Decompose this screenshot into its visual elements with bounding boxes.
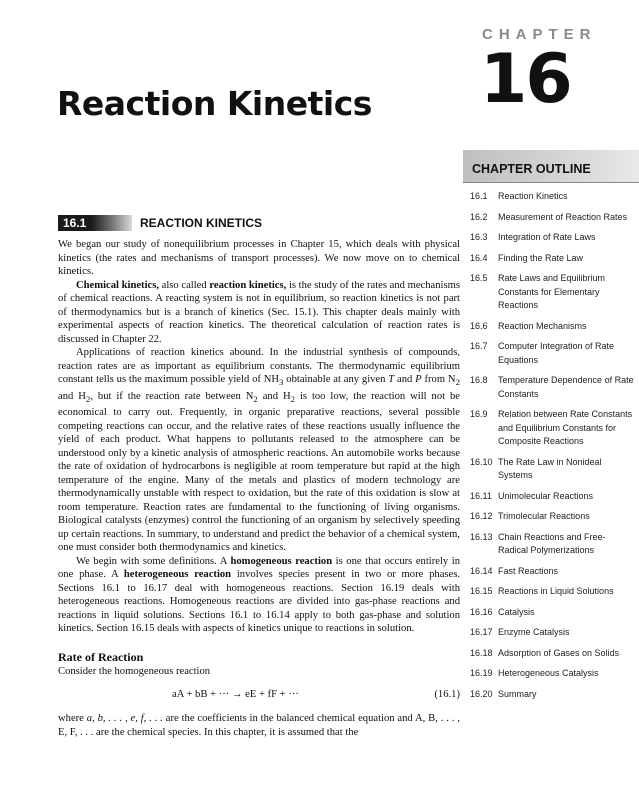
outline-item	[470, 531, 635, 558]
chapter-outline-list	[470, 190, 635, 708]
paragraph-intro: We began our study of nonequilibrium processes in Chapter 15, which deals with physical kinetics (the rates and mechanisms of transport processes). We now move on to chemical kinetics.	[58, 239, 460, 277]
equation-16-1	[58, 687, 460, 702]
outline-item-title: Unimolecular Reactions	[498, 490, 594, 501]
outline-item-title: Chain Reactions and Free-Radical Polymerizations	[498, 531, 606, 555]
outline-item	[470, 408, 635, 449]
equation-body: aA + bB + ··· → eE + fF + ···	[172, 689, 299, 701]
outline-item	[470, 252, 635, 266]
outline-item-number: 16.5	[470, 273, 488, 283]
outline-item-title: Reaction Kinetics	[498, 191, 568, 201]
outline-item-title: Reactions in Liquid Solutions	[498, 586, 614, 596]
section-title: REACTION KINETICS	[140, 216, 263, 230]
outline-item-title: Heterogeneous Catalysis	[498, 668, 599, 678]
outline-item-title: Rate Laws and Equilibrium Constants for Elementary Reactions	[498, 273, 606, 310]
paragraph-definitions: We begin with some definitions. A homogeneous reaction is one that occurs entirely in one phase. A heterogeneous reaction involves species present in two or more phases. Sections 16.1 to 16.17 deal with homogeneous reactions. Section 16.19 deals with heterogeneous reactions. Homogeneous reactions are divided into gas-phase reactions and reactions in liquid solutions. Sections 16.1 to 16.14 apply to both gas-phase and solution kinetics. Section 16.15 deals with aspects of kinetics unique to reactions in solution.	[58, 555, 460, 635]
outline-item	[470, 688, 635, 702]
chapter-label: CHAPTER	[482, 26, 597, 43]
outline-item	[470, 190, 635, 204]
outline-item	[470, 585, 635, 599]
outline-item-title: Summary	[498, 688, 537, 699]
outline-title: CHAPTER OUTLINE	[472, 162, 591, 176]
outline-item	[470, 374, 635, 401]
equation-number: (16.1)	[434, 689, 460, 701]
outline-item	[470, 231, 635, 245]
outline-item-number: 16.16	[470, 606, 493, 617]
body-text	[58, 238, 460, 739]
outline-item-number: 16.19	[470, 668, 493, 678]
outline-item	[470, 320, 635, 334]
term-homogeneous-reaction: homogeneous reaction	[230, 555, 333, 567]
outline-item-title: Fast Reactions	[498, 565, 559, 576]
outline-item-title: Measurement of Reaction Rates	[498, 211, 628, 222]
outline-item-number: 16.14	[470, 565, 493, 576]
chapter-number: 16	[480, 40, 571, 119]
term-heterogeneous-reaction: heterogeneous reaction	[123, 569, 232, 581]
outline-item-number: 16.6	[470, 320, 488, 331]
subheading-rate-of-reaction: Rate of Reaction	[58, 649, 144, 664]
outline-item	[470, 340, 635, 367]
paragraph-coefficients: where a, b, . . . , e, f, . . . are the coefficients in the balanced chemical equation and A, B, . . . , E, F, . . . are the chemical species. In this chapter, it is assumed that the	[58, 713, 461, 738]
outline-item-title: Adsorption of Gases on Solids	[498, 647, 620, 658]
chapter-title: Reaction Kinetics	[57, 84, 372, 123]
term-chemical-kinetics: Chemical kinetics,	[76, 279, 159, 291]
outline-item-number: 16.17	[470, 627, 493, 637]
outline-item-title: Relation between Rate Constants and Equilibrium Constants for Composite Reactions	[498, 409, 633, 446]
outline-item-title: Catalysis	[498, 606, 535, 617]
outline-item-number: 16.11	[470, 490, 492, 501]
outline-item-title: The Rate Law in Nonideal Systems	[498, 456, 602, 480]
outline-item-number: 16.2	[470, 211, 488, 222]
outline-item-title: Enzyme Catalysis	[498, 627, 570, 637]
outline-item	[470, 667, 635, 681]
outline-item-number: 16.4	[470, 252, 488, 263]
outline-item-title: Reaction Mechanisms	[498, 320, 587, 331]
outline-item	[470, 606, 635, 620]
outline-item	[470, 565, 635, 579]
outline-item-number: 16.15	[470, 586, 493, 596]
outline-item-title: Trimolecular Reactions	[498, 511, 590, 521]
outline-item-number: 16.9	[470, 409, 488, 419]
outline-item	[470, 272, 635, 313]
outline-item-title: Computer Integration of Rate Equations	[498, 341, 615, 365]
outline-item-number: 16.1	[470, 191, 488, 201]
outline-item-title: Integration of Rate Laws	[498, 232, 596, 242]
outline-item	[470, 647, 635, 661]
paragraph-chemical-kinetics: Chemical kinetics, also called reaction kinetics, is the study of the rates and mechanisms of chemical reactions. A reacting system is not in equilibrium, so reaction kinetics is not part of thermodynamics but is a branch of kinetics (Sec. 15.1). This chapter deals mainly with experimental aspects of reaction kinetics. The theoretical calculation of reaction rates is discussed in Chapter 22.	[58, 279, 460, 345]
outline-item-number: 16.3	[470, 232, 488, 242]
outline-item	[470, 456, 635, 483]
paragraph-applications: Applications of reaction kinetics abound. In the industrial synthesis of compounds, reaction rates are as important as equilibrium constants. The thermodynamic equilibrium constant tells us the maximum possible yield of $NH_3$ obtainable at any given T and P from $N_2$ and $H_2$, but if the reaction rate between $N_2$ and $H_2$ is too low, the reaction will not be economical to carry out. Frequently, in organic preparative reactions, several possible competing reactions can occur, and the relative rates of these reactions usually influence the yield of each product. What happens to pollutants released to the atmosphere can be understood only by a kinetic analysis of atmospheric reactions. An automobile works because the rate of oxidation of hydrocarbons is negligible at room temperature but rapid at the high temperature of the engine. Many of the metals and plastics of modern technology are thermodynamically unstable with respect to oxidation, but the rate of this oxidation is slow at room temperature. Reaction rates are fundamental to the functioning of living organisms. Biological catalysts (enzymes) control the functioning of an organism by selectively speeding up certain reactions. In summary, to understand and predict the behavior of a chemical system, one must consider both thermodynamics and kinetics.	[58, 347, 461, 554]
outline-item	[470, 490, 635, 504]
outline-item	[470, 510, 635, 524]
term-reaction-kinetics: reaction kinetics,	[209, 279, 287, 291]
outline-item-number: 16.8	[470, 375, 488, 385]
outline-divider	[463, 182, 639, 183]
outline-item-number: 16.18	[470, 647, 493, 658]
outline-item-number: 16.13	[470, 531, 493, 542]
outline-item	[470, 626, 635, 640]
outline-item-number: 16.20	[470, 688, 493, 699]
section-number: 16.1	[63, 216, 87, 230]
outline-item-number: 16.7	[470, 341, 488, 351]
outline-item-title: Temperature Dependence of Rate Constants	[498, 375, 634, 399]
outline-item-number: 16.12	[470, 511, 493, 521]
outline-item-title: Finding the Rate Law	[498, 252, 584, 263]
outline-item-number: 16.10	[470, 456, 493, 467]
paragraph-consider: Consider the homogeneous reaction	[58, 665, 211, 677]
outline-item	[470, 211, 635, 225]
